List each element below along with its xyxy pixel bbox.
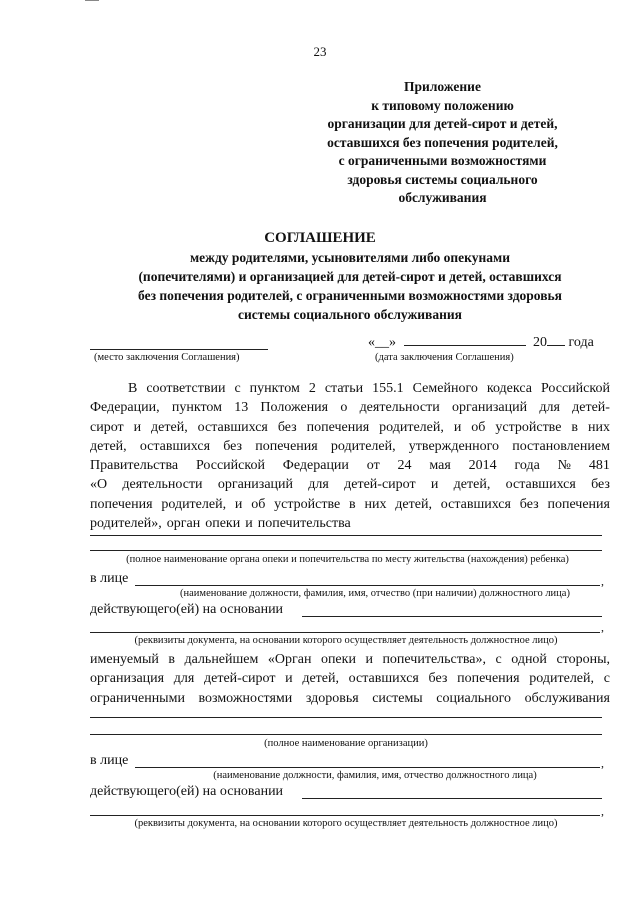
word: оставшихся bbox=[139, 438, 211, 454]
paragraph-1 bbox=[90, 379, 610, 533]
word: попечительства», bbox=[382, 652, 486, 667]
word: Российской bbox=[195, 458, 265, 474]
paragraph-line bbox=[90, 495, 610, 514]
word: в bbox=[571, 419, 579, 435]
year-prefix: 20 bbox=[533, 335, 547, 350]
word: мая bbox=[429, 458, 451, 474]
word: детей, bbox=[395, 496, 432, 512]
word: здоровья bbox=[305, 690, 359, 706]
word: Российской bbox=[540, 381, 610, 396]
paragraph-line bbox=[90, 514, 610, 533]
word: ограниченными bbox=[90, 690, 185, 706]
word: родителей, bbox=[529, 671, 595, 687]
word: родителей, bbox=[379, 419, 444, 435]
date-caption: (дата заключения Соглашения) bbox=[375, 352, 514, 363]
word: деятельности bbox=[359, 400, 440, 416]
word: В bbox=[128, 381, 138, 396]
word: организаций bbox=[451, 400, 528, 416]
word: без bbox=[591, 477, 610, 493]
word: детей, bbox=[151, 419, 188, 435]
word: с bbox=[234, 381, 241, 396]
word: детей-сирот bbox=[204, 671, 276, 687]
word: организаций bbox=[217, 477, 294, 493]
word: пунктом bbox=[171, 400, 222, 416]
word: с bbox=[495, 652, 502, 667]
word: без bbox=[428, 671, 448, 687]
paragraph-line bbox=[90, 418, 610, 437]
word: о bbox=[340, 400, 348, 416]
word: устройстве bbox=[274, 496, 341, 512]
paragraph-line bbox=[90, 689, 610, 708]
word: утвержденного bbox=[408, 438, 500, 454]
word: постановлением bbox=[512, 438, 610, 454]
word: № bbox=[557, 458, 572, 474]
appendix-header bbox=[300, 78, 585, 208]
word: об bbox=[251, 496, 266, 512]
word: оставшихся bbox=[348, 671, 419, 687]
word: статьи bbox=[324, 381, 364, 396]
word: для bbox=[539, 400, 560, 416]
word: «Орган bbox=[267, 652, 312, 667]
word: соответствии bbox=[146, 381, 226, 396]
document-title: СОГЛАШЕНИЕ bbox=[264, 230, 376, 246]
appendix-line: к типовому положению bbox=[371, 97, 514, 113]
word: с bbox=[603, 671, 610, 687]
acting-basis-label: действующего(ей) на основании bbox=[90, 602, 284, 617]
paragraph-2 bbox=[90, 650, 610, 708]
subtitle-line: без попечения родителей, с ограниченными возможностями здоровья bbox=[138, 288, 562, 303]
official-caption: (наименование должности, фамилия, имя, отчество (при наличии) должностного лица) bbox=[180, 588, 570, 599]
paragraph-line bbox=[90, 379, 610, 398]
place-field-line bbox=[90, 349, 268, 350]
acting-basis-label: действующего(ей) на основании bbox=[90, 784, 284, 799]
word: попечения bbox=[306, 419, 370, 435]
paragraph-line bbox=[90, 475, 610, 494]
document-subtitle bbox=[60, 248, 640, 324]
basis-field-line bbox=[302, 798, 602, 799]
word: года bbox=[514, 458, 540, 474]
word: попечения bbox=[547, 496, 610, 512]
document-caption: (реквизиты документа, на основании которого осуществляет деятельность должностное лицо) bbox=[134, 818, 558, 829]
in-person-label: в лице bbox=[90, 571, 129, 586]
document-caption: (реквизиты документа, на основании которого осуществляет деятельность должностное лицо) bbox=[134, 635, 558, 646]
word: в bbox=[349, 496, 356, 512]
word: и bbox=[245, 516, 253, 532]
word: 2 bbox=[308, 381, 316, 396]
word: 2014 bbox=[468, 458, 497, 474]
word: именуемый bbox=[90, 652, 159, 667]
word: одной bbox=[511, 652, 547, 667]
word: от bbox=[366, 458, 380, 474]
word: них bbox=[587, 419, 610, 435]
organization-caption: (полное наименование организации) bbox=[264, 738, 428, 749]
word: деятельности bbox=[122, 477, 203, 493]
word: обслуживания bbox=[524, 690, 610, 706]
word: родителей», bbox=[90, 516, 162, 532]
guardianship-body-field-line bbox=[90, 550, 602, 551]
word: «О bbox=[90, 477, 108, 493]
word: об bbox=[471, 419, 486, 435]
word: организация bbox=[90, 671, 165, 687]
comma: , bbox=[601, 620, 604, 634]
word: 155.1 bbox=[372, 381, 404, 396]
word: без bbox=[277, 419, 297, 435]
word: Правительства bbox=[90, 458, 179, 474]
date-field bbox=[368, 333, 594, 351]
subtitle-line: системы социального обслуживания bbox=[238, 307, 462, 322]
paragraph-line bbox=[90, 669, 610, 688]
word: родителей, bbox=[161, 496, 227, 512]
word: системы bbox=[372, 690, 423, 706]
word: и bbox=[365, 652, 373, 667]
official-caption: (наименование должности, фамилия, имя, отчество должностного лица) bbox=[213, 770, 537, 781]
word: Федерации bbox=[282, 458, 349, 474]
year-suffix: года bbox=[568, 335, 594, 350]
word: опеки bbox=[205, 516, 241, 532]
word: для bbox=[173, 671, 195, 687]
comma: , bbox=[601, 804, 604, 818]
guardianship-body-field-line bbox=[90, 535, 602, 536]
word: и bbox=[453, 419, 462, 435]
guardianship-body-caption: (полное наименование органа опеки и попечительства по месту жительства (нахождения) ребенка) bbox=[126, 554, 569, 565]
word: детей, bbox=[302, 671, 339, 687]
word: 13 bbox=[234, 400, 249, 416]
word: устройстве bbox=[495, 419, 562, 435]
in-person-label: в лице bbox=[90, 753, 129, 768]
word: и bbox=[133, 419, 142, 435]
word: детей, bbox=[453, 477, 491, 493]
word: социального bbox=[436, 690, 512, 706]
scan-mark bbox=[85, 0, 99, 1]
appendix-line: обслуживания bbox=[398, 190, 487, 205]
word: и bbox=[234, 496, 243, 512]
word: и bbox=[430, 477, 439, 493]
word: Положения bbox=[260, 400, 329, 416]
appendix-line: здоровья системы социального bbox=[347, 171, 538, 187]
appendix-line: оставшихся без попечения родителей, bbox=[327, 134, 558, 150]
subtitle-line: между родителями, усыновителями либо опекунами bbox=[189, 250, 511, 265]
basis-field-line bbox=[90, 815, 600, 816]
appendix-line: Приложение bbox=[404, 79, 481, 94]
appendix-line: с ограниченными возможностями bbox=[338, 153, 547, 168]
word: опеки bbox=[320, 652, 356, 667]
word: стороны, bbox=[556, 652, 610, 667]
word: и bbox=[285, 671, 293, 687]
word: детей-сирот bbox=[344, 477, 416, 493]
word: детей, bbox=[90, 438, 127, 454]
year-field-line bbox=[547, 333, 565, 346]
word: сирот bbox=[90, 419, 124, 435]
month-field-line bbox=[404, 333, 526, 346]
paragraph-line bbox=[90, 398, 610, 417]
word: возможностями bbox=[198, 690, 293, 706]
word: дальнейшем bbox=[184, 652, 259, 667]
word: Федерации, bbox=[90, 400, 160, 416]
subtitle-line: (попечителями) и организацией для детей-сирот и детей, оставшихся bbox=[138, 269, 562, 284]
word: 481 bbox=[588, 458, 610, 474]
word: них bbox=[364, 496, 387, 512]
official-field-line bbox=[135, 585, 600, 586]
word: оставшихся bbox=[440, 496, 511, 512]
word: детей- bbox=[572, 400, 610, 416]
official-field-line bbox=[135, 767, 600, 768]
word: орган bbox=[166, 516, 201, 532]
basis-field-line bbox=[90, 632, 600, 633]
word: в bbox=[168, 652, 175, 667]
word: оставшихся bbox=[197, 419, 268, 435]
word: попечения bbox=[457, 671, 520, 687]
place-caption: (место заключения Соглашения) bbox=[94, 352, 240, 363]
word: попечения bbox=[255, 438, 318, 454]
page-number: 23 bbox=[313, 44, 327, 59]
organization-field-line bbox=[90, 717, 602, 718]
paragraph-line bbox=[90, 437, 610, 456]
word: 24 bbox=[397, 458, 412, 474]
comma: , bbox=[601, 574, 604, 588]
word: попечения bbox=[90, 496, 153, 512]
comma: , bbox=[601, 756, 604, 770]
word: пунктом bbox=[249, 381, 300, 396]
paragraph-line bbox=[90, 456, 610, 475]
word: попечительства bbox=[257, 516, 351, 532]
word: без bbox=[223, 438, 243, 454]
word: Семейного bbox=[412, 381, 478, 396]
appendix-line: организации для детей-сирот и детей, bbox=[327, 116, 558, 131]
word: для bbox=[308, 477, 329, 493]
paragraph-line bbox=[90, 650, 610, 669]
word: кодекса bbox=[486, 381, 532, 396]
organization-field-line bbox=[90, 734, 602, 735]
word: родителей, bbox=[330, 438, 396, 454]
word: оставшихся bbox=[505, 477, 576, 493]
basis-field-line bbox=[302, 616, 602, 617]
day-field: «__» bbox=[368, 335, 396, 350]
word: без bbox=[519, 496, 539, 512]
